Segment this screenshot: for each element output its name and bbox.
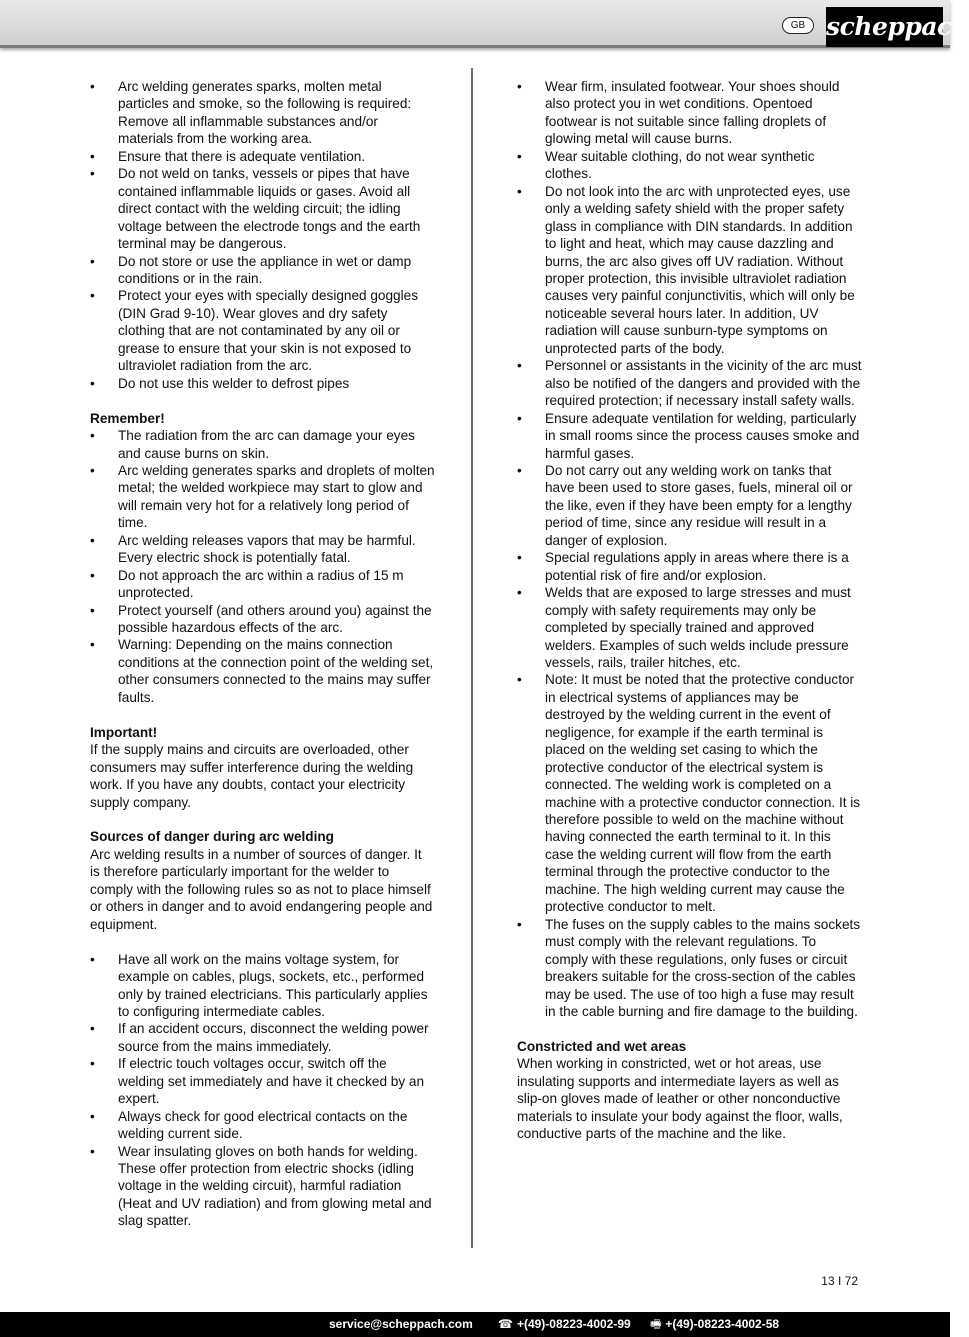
electrical-rules-list bbox=[90, 951, 435, 1230]
list-item: • Do not weld on tanks, vessels or pipes that have contained inflammable liquids or gases. Avoid all direct contact with the welding circuit; the idling voltage between the electrode tongs and the earth terminal may be dangerous. bbox=[90, 165, 435, 252]
phone-icon: ☎ bbox=[498, 1317, 513, 1331]
sources-text: Arc welding results in a number of sources of danger. It is therefore particularly important for the welder to comply with the following rules so as not to place himself or others in danger and to avoid endangering people and equipment. bbox=[90, 846, 433, 932]
important-heading: Important! bbox=[90, 724, 158, 740]
important-text: If the supply mains and circuits are overloaded, other consumers may suffer interference during the welding work. If you have any doubts, contact your electricity supply company. bbox=[90, 742, 414, 810]
sources-heading: Sources of danger during arc welding bbox=[90, 829, 334, 845]
right-column bbox=[517, 78, 862, 1143]
list-item: • Ensure adequate ventilation for welding, particularly in small rooms since the process causes smoke and harmful gases. bbox=[517, 410, 862, 462]
list-item: • Arc welding generates sparks and droplets of molten metal; the welded workpiece may start to glow and will remain very hot for a relatively long period of time. bbox=[90, 462, 435, 532]
service-email: service@scheppach.com bbox=[329, 1317, 473, 1331]
list-item: • Wear insulating gloves on both hands for welding. These offer protection from electric shocks (idling voltage in the welding circuit), harmful radiation (Heat and UV radiation) and from glowing metal and slag spatter. bbox=[90, 1143, 435, 1230]
list-item: • Wear suitable clothing, do not wear synthetic clothes. bbox=[517, 148, 862, 183]
constricted-text: When working in constricted, wet or hot areas, use insulating supports and intermediate layers as well as slip-on gloves made of leather or other nonconductive materials to insulate your body against the floor, walls, conductive parts of the machine and the like. bbox=[517, 1056, 843, 1142]
list-item: • Have all work on the mains voltage system, for example on cables, plugs, sockets, etc., performed only by trained electricians. This particularly applies to configuring intermediate cables. bbox=[90, 951, 435, 1021]
list-item: • Welds that are exposed to large stresses and must comply with safety requirements may only be completed by specially trained and approved welders. Examples of such welds include pressure vessels, rails, trailer hitches, etc. bbox=[517, 584, 862, 671]
list-item: • Always check for good electrical contacts on the welding current side. bbox=[90, 1108, 435, 1143]
list-item: • Arc welding releases vapors that may be harmful. Every electric shock is potentially fatal. bbox=[90, 532, 435, 567]
list-item: • Do not approach the arc within a radius of 15 m unprotected. bbox=[90, 567, 435, 602]
list-item: • Do not use this welder to defrost pipes bbox=[90, 375, 435, 392]
column-divider bbox=[471, 68, 473, 1248]
footer-bar bbox=[0, 1312, 950, 1337]
list-item: • Wear firm, insulated footwear. Your shoes should also protect you in wet conditions. Opentoed footwear is not suitable since falling droplets of glowing metal will cause burns. bbox=[517, 78, 862, 148]
list-item: • Do not store or use the appliance in wet or damp conditions or in the rain. bbox=[90, 253, 435, 288]
list-item: • The fuses on the supply cables to the mains sockets must comply with the relevant regulations. To comply with these regulations, only fuses or circuit breakers suitable for the cross-section of the cables may be used. The use of too high a fuse may result in the cable burning and fire damage to the building. bbox=[517, 916, 862, 1021]
list-item: • Do not look into the arc with unprotected eyes, use only a welding safety shield with the proper safety glass in compliance with DIN standards. In addition to light and heat, which may cause dazzling and burns, the arc also gives off UV radiation. Without proper protection, this invisible ultraviolet radiation causes very painful conjunctivitis, which will only be noticeable several hours later. In addition, UV radiation will cause sunburn-type symptoms on unprotected parts of the body. bbox=[517, 183, 862, 358]
list-item: • Note: It must be noted that the protective conductor in electrical systems of appliances may be destroyed by the welding current in the event of negligence, for example if the earth terminal is placed on the welding set casing to which the protective conductor of the electrical system is connected. The welding work is completed on a machine with a protective conductor connection. It is therefore possible to weld on the machine without having connected the earth terminal to it. In this case the welding current will flow from the earth terminal through the protective conductor to the machine. The high welding current may cause the protective conductor to melt. bbox=[517, 671, 862, 915]
list-item: • Special regulations apply in areas where there is a potential risk of fire and/or explosion. bbox=[517, 549, 862, 584]
safety-list-general bbox=[90, 78, 435, 392]
constricted-heading: Constricted and wet areas bbox=[517, 1038, 687, 1054]
list-item: • Arc welding generates sparks, molten metal particles and smoke, so the following is required: Remove all inflammable substances and/or materials from the working area. bbox=[90, 78, 435, 148]
list-item: • If an accident occurs, disconnect the welding power source from the mains immediately. bbox=[90, 1020, 435, 1055]
list-item: • Protect your eyes with specially designed goggles (DIN Grad 9-10). Wear gloves and dry safety clothing that are not contaminated by any oil or grease to ensure that your skin is not exposed to ultraviolet radiation from the arc. bbox=[90, 287, 435, 374]
list-item: • The radiation from the arc can damage your eyes and cause burns on skin. bbox=[90, 427, 435, 462]
list-item: • If electric touch voltages occur, switch off the welding set immediately and have it checked by an expert. bbox=[90, 1055, 435, 1107]
remember-heading: Remember! bbox=[90, 410, 165, 426]
fax-number: +(49)-08223-4002-58 bbox=[665, 1317, 780, 1331]
list-item: • Personnel or assistants in the vicinity of the arc must also be notified of the dangers and provided with the required protection; if necessary install safety walls. bbox=[517, 357, 862, 409]
list-item: • Do not carry out any welding work on tanks that have been used to store gases, fuels, mineral oil or the like, even if they have been empty for a lengthy period of time, since any residue will result in a danger of explosion. bbox=[517, 462, 862, 549]
phone-number: +(49)-08223-4002-99 bbox=[516, 1317, 631, 1331]
list-item: • Ensure that there is adequate ventilation. bbox=[90, 148, 435, 165]
left-column bbox=[90, 78, 435, 1230]
brand-logo: scheppach bbox=[826, 7, 943, 47]
language-badge: GB bbox=[782, 17, 814, 34]
list-item: • Protect yourself (and others around you) against the possible hazardous effects of the arc. bbox=[90, 602, 435, 637]
fax-icon: 🖷 bbox=[650, 1317, 662, 1331]
remember-list bbox=[90, 427, 435, 706]
list-item: • Warning: Depending on the mains connection conditions at the connection point of the welding set, other consumers connected to the mains may suffer faults. bbox=[90, 636, 435, 706]
page-number: 13 I 72 bbox=[821, 1274, 858, 1288]
protection-list bbox=[517, 78, 862, 1020]
